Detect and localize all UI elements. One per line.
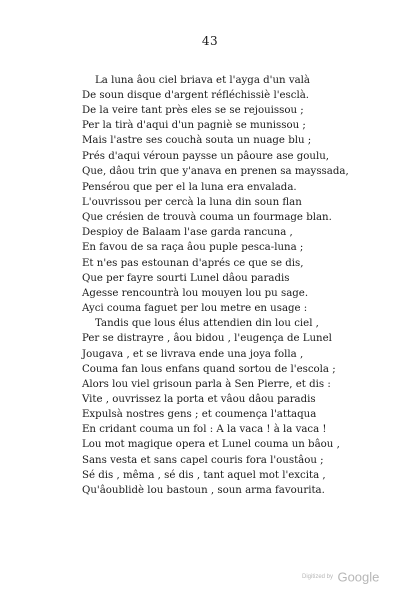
poem-line: Alors lou viel grisoun parla à Sen Pierre, et dis :: [82, 379, 331, 390]
poem-line: La luna âou ciel briava et l'ayga d'un valà: [95, 75, 310, 86]
poem-line: L'ouvrissou per cercà la luna din soun flan: [82, 197, 302, 208]
watermark-caption: Digitized by: [302, 573, 334, 580]
poem-line: Lou mot magique opera et Lunel couma un bâou ,: [82, 439, 340, 450]
poem-line: Et n'es pas estounan d'aprés ce que se dis,: [82, 258, 304, 269]
poem-line: Couma fan lous enfans quand sortou de l'escola ;: [82, 364, 336, 375]
poem-line: Sans vesta et sans capel couris fora l'oustâou ;: [82, 455, 324, 466]
poem-line: Tandis que lous élus attendien din lou ciel ,: [95, 318, 319, 329]
poem-line: De soun disque d'argent réfléchissiè l'esclà.: [82, 90, 310, 101]
poem-line: Expulsà nostres gens ; et coumença l'attaqua: [82, 409, 317, 420]
poem-line: En cridant couma un fol : A la vaca ! à la vaca !: [82, 424, 327, 435]
poem-line: En favou de sa raça âou puple pesca-luna ;: [82, 242, 304, 253]
poem-line: Ayci couma faguet per lou metre en usage :: [82, 303, 308, 314]
poem-line: De la veire tant près eles se se rejouissou ;: [82, 105, 304, 116]
google-watermark: [302, 568, 379, 586]
poem-line: Sé dis , mêma , sé dis , tant aquel mot l'excita ,: [82, 470, 326, 481]
poem-line: Despioy de Balaam l'ase garda rancuna ,: [82, 227, 293, 238]
poem-line: Jougava , et se livrava ende una joya folla ,: [82, 349, 304, 360]
page-number: 43: [201, 34, 219, 48]
poem-line: Agesse rencountrà lou mouyen lou pu sage.: [82, 288, 309, 299]
poem-line: Prés d'aqui véroun paysse un pâoure ase goulu,: [82, 151, 330, 162]
poem-line: Qu'âoublidè lou bastoun , soun arma favourita.: [82, 485, 325, 496]
poem-line: Que crésien de trouvà couma un fourmage blan.: [82, 212, 332, 223]
poem-line: Mais l'astre ses couchà souta un nuage blu ;: [82, 135, 312, 146]
poem-line: Que, dâou trin que y'anava en prenen sa mayssada,: [82, 166, 349, 177]
poem-line: Que per fayre sourti Lunel dâou paradis: [82, 273, 290, 284]
poem-line: Pensérou que per el la luna era envalada.: [82, 182, 297, 193]
google-logo-icon: Google: [337, 569, 380, 585]
poem-line: Per la tirà d'aqui d'un pagniè se munissou ;: [82, 120, 306, 131]
poem-line: Per se distrayre , âou bidou , l'eugença de Lunel: [82, 333, 332, 344]
poem-line: Vite , ouvrissez la porta et vâou dâou paradis: [82, 394, 316, 405]
